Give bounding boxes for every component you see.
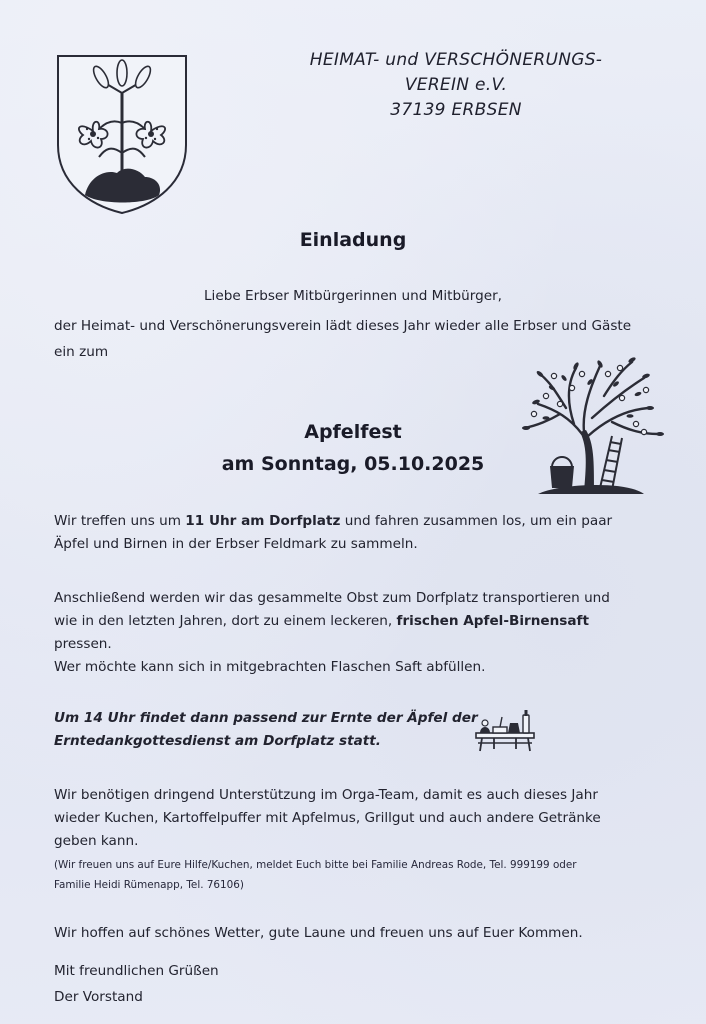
event-date: am Sonntag, 05.10.2025 (221, 453, 485, 475)
support-note-line-1: (Wir freuen uns auf Eure Hilfe/Kuchen, meldet Euch bitte bei Familie Andreas Rode, Tel. 999199 oder (54, 859, 577, 871)
juice-highlight: frischen Apfel-Birnensaft (396, 613, 589, 629)
service-line-2: Erntedankgottesdienst am Dorfplatz statt. (54, 733, 381, 749)
harvest-table-icon (474, 709, 536, 753)
meeting-text-pre: Wir treffen uns um (54, 513, 186, 529)
meeting-paragraph (54, 510, 654, 556)
support-line-1: Wir benötigen dringend Unterstützung im Orga-Team, damit es auch dieses Jahr (54, 787, 598, 803)
meeting-text-post: und fahren zusammen los, um ein paar (340, 513, 613, 529)
greeting-line-2: der Heimat- und Verschönerungsverein lädt dieses Jahr wieder alle Erbser und Gäste (54, 318, 632, 334)
meeting-line-1 (54, 510, 654, 533)
pressing-line-3: pressen. (54, 636, 112, 652)
club-header (246, 48, 666, 123)
signoff-greeting: Mit freundlichen Grüßen (54, 963, 219, 979)
invitation-title: Einladung (299, 229, 407, 251)
club-name-line-2: VEREIN e.V. (404, 75, 508, 95)
meeting-time-place: 11 Uhr am Dorfplatz (185, 513, 341, 529)
closing-paragraph (54, 922, 654, 945)
club-name-line-1: HEIMAT- und VERSCHÖNERUNGS- (309, 50, 603, 70)
club-address: 37139 ERBSEN (390, 100, 522, 120)
event-name: Apfelfest (304, 421, 402, 443)
pressing-text-pre: wie in den letzten Jahren, dort zu einem leckeren, (54, 613, 397, 629)
event-block (0, 416, 706, 480)
greeting-line-1: Liebe Erbser Mitbürgerinnen und Mitbürger, (203, 288, 503, 304)
support-line-3: geben kann. (54, 833, 139, 849)
service-paragraph (54, 707, 654, 753)
service-line-1: Um 14 Uhr findet dann passend zur Ernte der Äpfel der (54, 710, 478, 726)
pressing-line-4: Wer möchte kann sich in mitgebrachten Flaschen Saft abfüllen. (54, 659, 486, 675)
support-paragraph (54, 784, 654, 895)
support-line-2: wieder Kuchen, Kartoffelpuffer mit Apfelmus, Grillgut und auch andere Getränke (54, 810, 601, 826)
closing-line: Wir hoffen auf schönes Wetter, gute Laune und freuen uns auf Euer Kommen. (54, 925, 583, 941)
meeting-line-2: Äpfel und Birnen in der Erbser Feldmark zu sammeln. (54, 536, 418, 552)
signoff-board: Der Vorstand (54, 989, 143, 1005)
support-note-line-2: Familie Heidi Rümenapp, Tel. 76106) (54, 879, 244, 891)
pressing-line-2 (54, 610, 654, 633)
greeting-line-3: ein zum (54, 344, 109, 360)
signoff (54, 958, 654, 1010)
coat-of-arms-icon (55, 53, 189, 216)
pressing-paragraph (54, 587, 654, 679)
pressing-line-1: Anschließend werden wir das gesammelte Obst zum Dorfplatz transportieren und (54, 590, 610, 606)
